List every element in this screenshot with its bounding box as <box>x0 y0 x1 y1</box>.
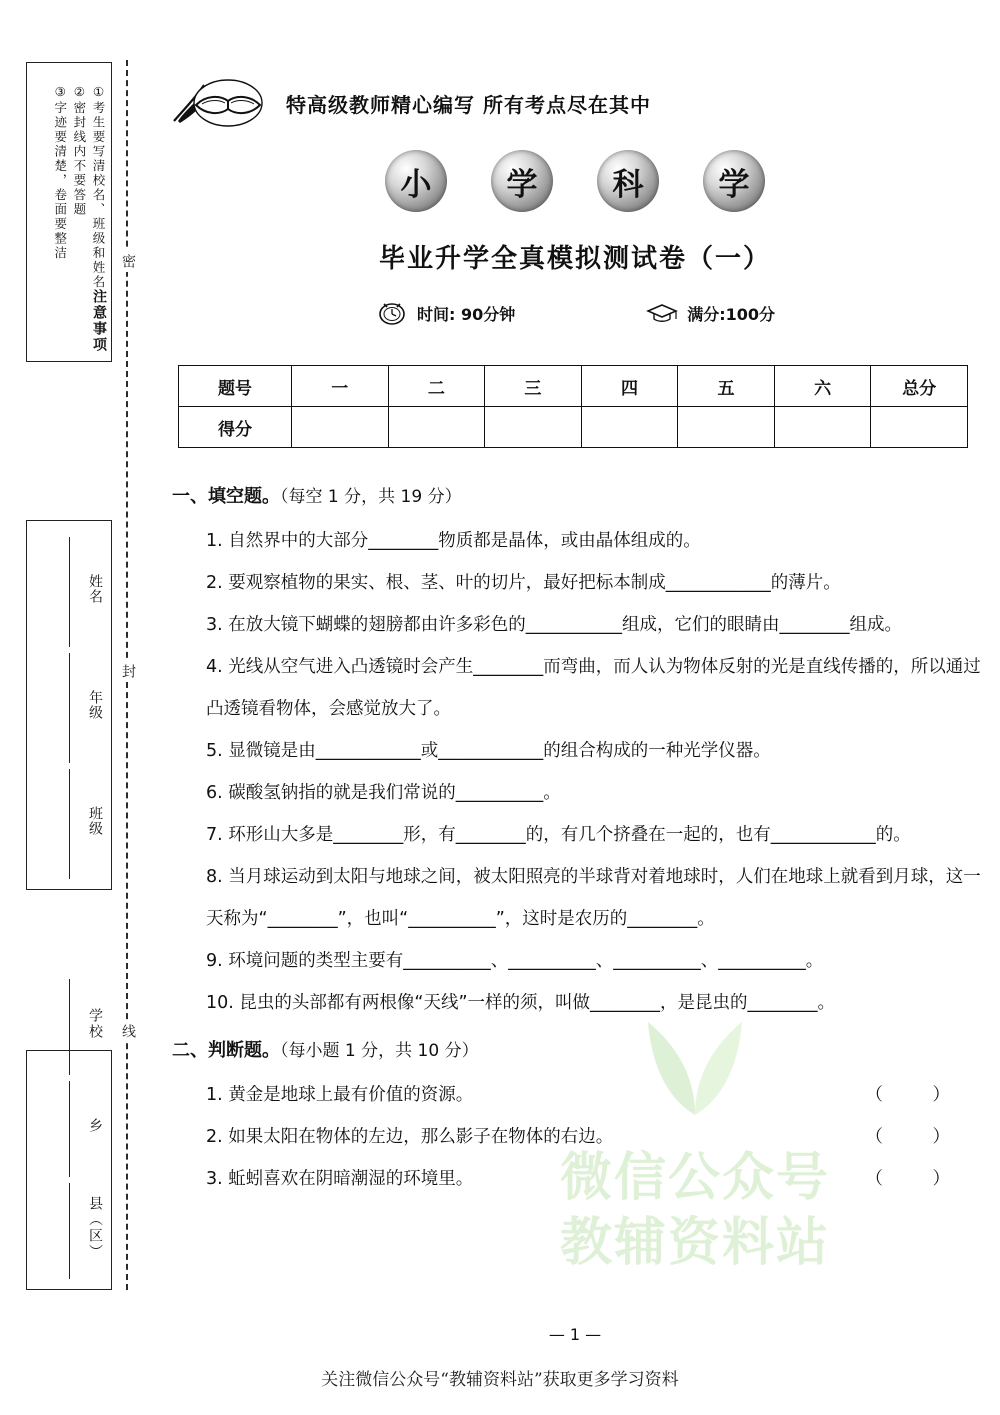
paper-meta <box>150 300 1000 326</box>
grade-blank <box>69 653 84 763</box>
student-info-box <box>26 520 112 890</box>
exam-paper <box>150 0 1000 1415</box>
column-header: 六 <box>774 366 871 407</box>
county-blank <box>69 1183 84 1279</box>
seal-word-feng: 封 <box>118 660 138 682</box>
score-cell[interactable] <box>871 407 968 448</box>
name-blank <box>69 537 84 647</box>
page-number: — 1 — <box>548 1325 602 1344</box>
question-item: 6. 碳酸氢钠指的就是我们常说的__________。 <box>206 783 561 803</box>
score-cell[interactable] <box>581 407 678 448</box>
field-county: 县（区） <box>69 1177 105 1279</box>
notice-item: ②密封线内不要答题 <box>71 83 87 217</box>
township-blank <box>69 1081 84 1177</box>
true-false-mark[interactable]: （ ） <box>865 1085 972 1105</box>
title-char: 小 <box>385 150 447 212</box>
clock-icon <box>375 300 409 326</box>
paper-title <box>150 150 1000 212</box>
exam-sidebar <box>0 0 136 1415</box>
footer-note: 关注微信公众号“教辅资料站”获取更多学习资料 <box>321 1370 679 1390</box>
title-char: 学 <box>703 150 765 212</box>
score-label: 满分:100分 <box>687 304 776 324</box>
field-class: 班级 <box>69 763 105 879</box>
row-label: 题号 <box>179 366 292 407</box>
notice-box <box>26 62 112 362</box>
table-row <box>179 407 968 448</box>
score-cell[interactable] <box>388 407 485 448</box>
watermark-line-2: 教辅资料站 <box>559 1213 830 1273</box>
column-header: 三 <box>485 366 582 407</box>
section-heading-1: 一、填空题。（每空 1 分，共 19 分） <box>172 486 462 507</box>
section-heading-2: 二、判断题。（每小题 1 分，共 10 分） <box>172 1040 479 1061</box>
seal-word-line: 线 <box>118 1020 138 1042</box>
time-meta <box>375 300 515 326</box>
top-banner <box>168 72 968 134</box>
question-item: 9. 环境问题的类型主要有__________、__________、__________、__________。 <box>206 951 824 971</box>
class-blank <box>69 769 84 879</box>
score-meta <box>645 300 775 326</box>
paper-subtitle: 毕业升学全真模拟测试卷（一） <box>378 244 771 274</box>
exam-content <box>172 470 982 1200</box>
question-item: （ ） 1. 黄金是地球上最有价值的资源。 <box>206 1074 982 1116</box>
column-header: 总分 <box>871 366 968 407</box>
field-name: 姓名 <box>69 531 105 647</box>
notice-item: ③字迹要清楚，卷面要整洁 <box>52 83 68 260</box>
question-item: 1. 自然界中的大部分________物质都是晶体，或由晶体组成的。 <box>206 531 701 551</box>
watermark-line-1: 微信公众号 <box>559 1148 830 1208</box>
question-item: （ ） 2. 如果太阳在物体的左边，那么影子在物体的右边。 <box>206 1116 982 1158</box>
question-item: 10. 昆虫的头部都有两根像“天线”一样的须，叫做________，是昆虫的________。 <box>206 993 836 1013</box>
title-char: 科 <box>597 150 659 212</box>
score-cell[interactable] <box>485 407 582 448</box>
time-label: 时间: 90分钟 <box>416 304 516 324</box>
notice-items <box>31 84 107 290</box>
score-cell[interactable] <box>292 407 389 448</box>
column-header: 二 <box>388 366 485 407</box>
school-info-box <box>26 1008 112 1290</box>
question-item: 7. 环形山大多是________形，有________的，有几个挤叠在一起的，也有____________的。 <box>206 825 911 845</box>
table-row <box>179 366 968 407</box>
question-item: （ ） 3. 蚯蚓喜欢在阴暗潮湿的环境里。 <box>206 1158 982 1200</box>
true-false-mark[interactable]: （ ） <box>865 1169 972 1189</box>
row-label: 得分 <box>179 407 292 448</box>
school-blank <box>69 979 84 1075</box>
title-char: 学 <box>491 150 553 212</box>
notice-item: ①考生要写清校名、班级和姓名 <box>91 83 106 289</box>
score-cell[interactable] <box>774 407 871 448</box>
true-false-mark[interactable]: （ ） <box>865 1127 972 1147</box>
column-header: 一 <box>292 366 389 407</box>
graduation-cap-icon <box>645 300 679 326</box>
notice-title: 注意事项 <box>91 289 107 353</box>
column-header: 四 <box>581 366 678 407</box>
banner-text: 特高级教师精心编写 所有考点尽在其中 <box>286 92 651 117</box>
question-item: 5. 显微镜是由____________或____________的组合构成的一种光学仪器。 <box>206 741 771 761</box>
question-item: 2. 要观察植物的果实、根、茎、叶的切片，最好把标本制成____________的薄片。 <box>206 573 841 593</box>
question-item: 8. 当月球运动到太阳与地球之间，被太阳照亮的半球背对着地球时，人们在地球上就看到月球，这一天称为“________”，也叫“__________”，这时是农历的________。 <box>206 867 981 929</box>
question-item: 3. 在放大镜下蝴蝶的翅膀都由许多彩色的___________组成，它们的眼睛由________组成。 <box>206 615 903 635</box>
score-cell[interactable] <box>678 407 775 448</box>
field-school: 学校 <box>69 973 105 1075</box>
seal-word-mi: 密 <box>118 250 138 272</box>
field-grade: 年级 <box>69 647 105 763</box>
open-book-icon <box>168 75 280 131</box>
field-township: 乡 <box>69 1075 105 1177</box>
column-header: 五 <box>678 366 775 407</box>
question-item: 4. 光线从空气进入凸透镜时会产生________而弯曲，而人认为物体反射的光是直线传播的，所以通过凸透镜看物体，会感觉放大了。 <box>206 657 981 719</box>
score-table <box>178 365 968 448</box>
